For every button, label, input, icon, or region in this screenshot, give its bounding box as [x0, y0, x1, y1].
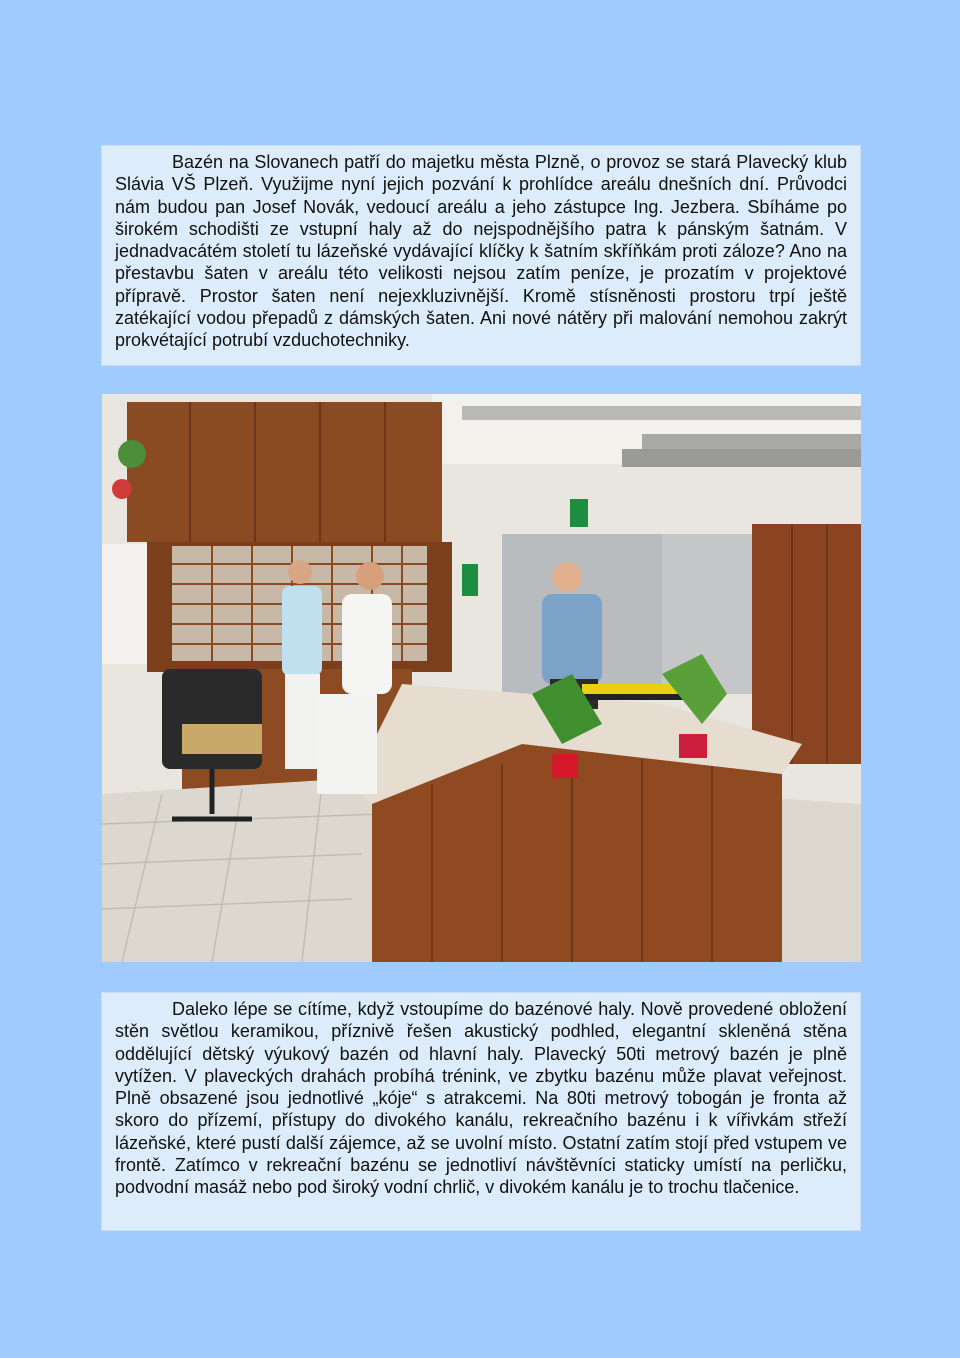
- paragraph-pool-hall: Daleko lépe se cítíme, když vstoupíme do bazénové haly. Nově provedené obložení stěn světlou keramikou, příznivě řešen akustický podhled, elegantní skleněná stěna oddělující dětský výukový bazén od hlavní haly. Plavecký 50ti metrový bazén je plně vytížen. V plaveckých drahách probíhá trénink, ve zbytku bazénu může plavat veřejnost. Plně obsazené jsou jednotlivé „kóje“ s atrakcemi. Na 80ti metrový tobogán je fronta až skoro do přízemí, přístupy do divokého kanálu, rekreačního bazénu i k vířivkám střeží lázeňské, které pustí další zájemce, až se uvolní místo. Ostatní zatím stojí před vstupem ve frontě. Zatímco v rekreační bazénu se jednotliví návštěvníci staticky umístí na perličku, podvodní masáž nebo pod široký vodní chrlič, v divokém kanálu je to trochu tlačenice.: [115, 999, 847, 1198]
- reception-photo: [102, 394, 861, 962]
- paragraph-intro: Bazén na Slovanech patří do majetku města Plzně, o provoz se stará Plavecký klub Slávia VŠ Plzeň. Využijme nyní jejich pozvání k prohlídce areálu dnešních dní. Průvodci nám budou pan Josef Novák, vedoucí areálu a jeho zástupce Ing. Jezbera. Sbíháme po širokém schodišti ze vstupní haly až do nejspodnějšího patra k pánským šatnám. V jednadvacátém století tu lázeňské vydávající klíčky k šatním skříňkám proti záloze? Ano na přestavbu šaten v areálu této velikosti nejsou zatím peníze, je prozatím v projektové přípravě. Prostor šaten není nejexkluzivnější. Kromě stísněnosti prostoru trpí ještě zatékající vodou přepadů z dámských šaten. Ani nové nátěry při malování nemohou zakrýt prokvétající potrubí vzduchotechniky.: [115, 152, 847, 351]
- text-box-pool-hall: [101, 992, 861, 1231]
- text-box-intro: [101, 145, 861, 366]
